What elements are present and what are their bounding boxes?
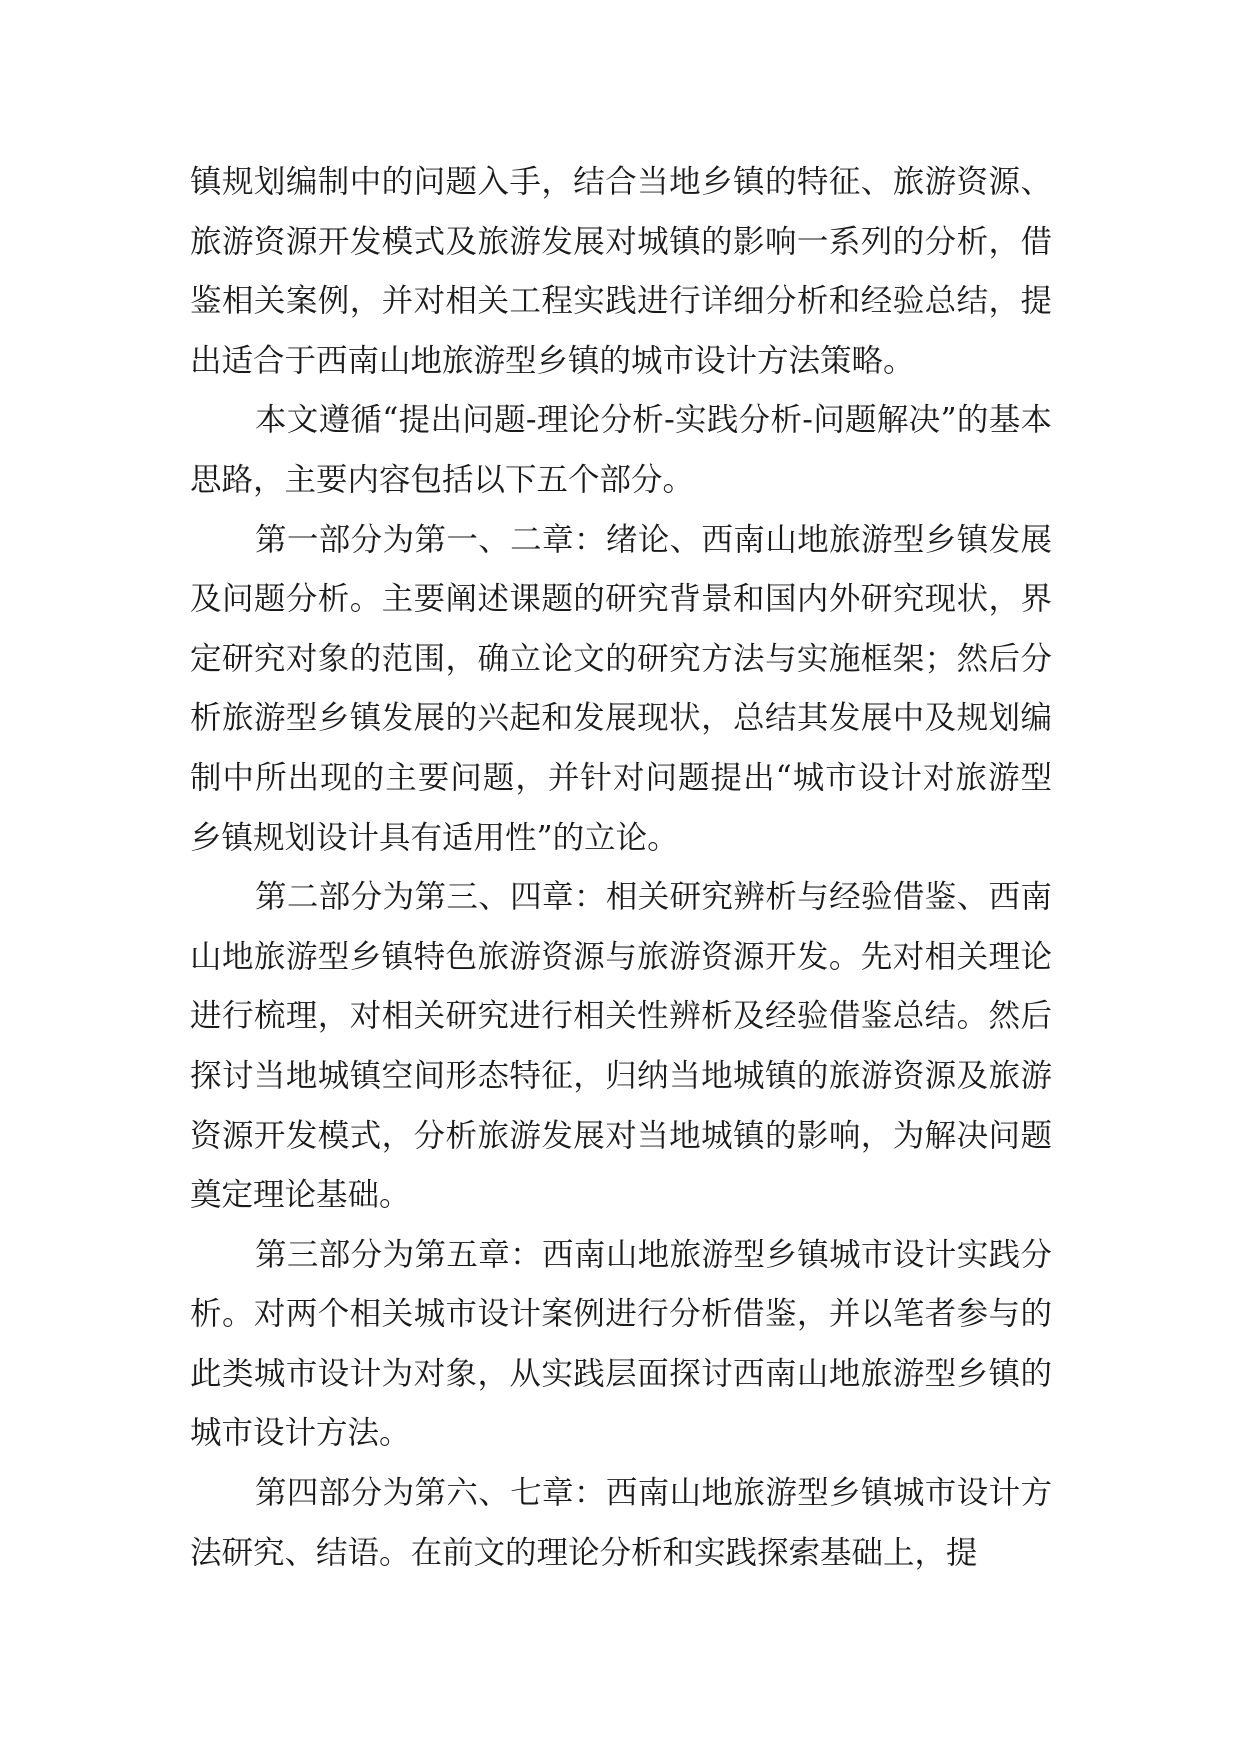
paragraph-approach: 本文遵循“提出问题-理论分析-实践分析-问题解决”的基本思路，主要内容包括以下五个部分。 <box>190 402 1053 498</box>
paragraph-part-two: 第二部分为第三、四章：相关研究辨析与经验借鉴、西南山地旅游型乡镇特色旅游资源与旅游资源开发。先对相关理论进行梳理，对相关研究进行相关性辨析及经验借鉴总结。然后探讨当地城镇空间形态特征，归纳当地城镇的旅游资源及旅游资源开发模式，分析旅游发展对当地城镇的影响，为解决问题奠定理论基础。 <box>190 879 1052 1214</box>
paragraph-part-one: 第一部分为第一、二章：绪论、西南山地旅游型乡镇发展及问题分析。主要阐述课题的研究背景和国内外研究现状，界定研究对象的范围，确立论文的研究方法与实施框架；然后分析旅游型乡镇发展的兴起和发展现状，总结其发展中及规划编制中所出现的主要问题，并针对问题提出“城市设计对旅游型乡镇规划设计具有适用性”的立论。 <box>190 521 1052 856</box>
paragraph-part-three: 第三部分为第五章：西南山地旅游型乡镇城市设计实践分析。对两个相关城市设计案例进行分析借鉴，并以笔者参与的此类城市设计为对象，从实践层面探讨西南山地旅游型乡镇的城市设计方法。 <box>190 1236 1052 1452</box>
body-text <box>190 153 1052 1583</box>
paragraph-continuation: 镇规划编制中的问题入手，结合当地乡镇的特征、旅游资源、旅游资源开发模式及旅游发展对城镇的影响一系列的分析，借鉴相关案例，并对相关工程实践进行详细分析和经验总结，提出适合于西南山地旅游型乡镇的城市设计方法策略。 <box>190 164 1052 379</box>
paragraph-part-four: 第四部分为第六、七章：西南山地旅游型乡镇城市设计方法研究、结语。在前文的理论分析和实践探索基础上，提 <box>190 1475 1052 1571</box>
